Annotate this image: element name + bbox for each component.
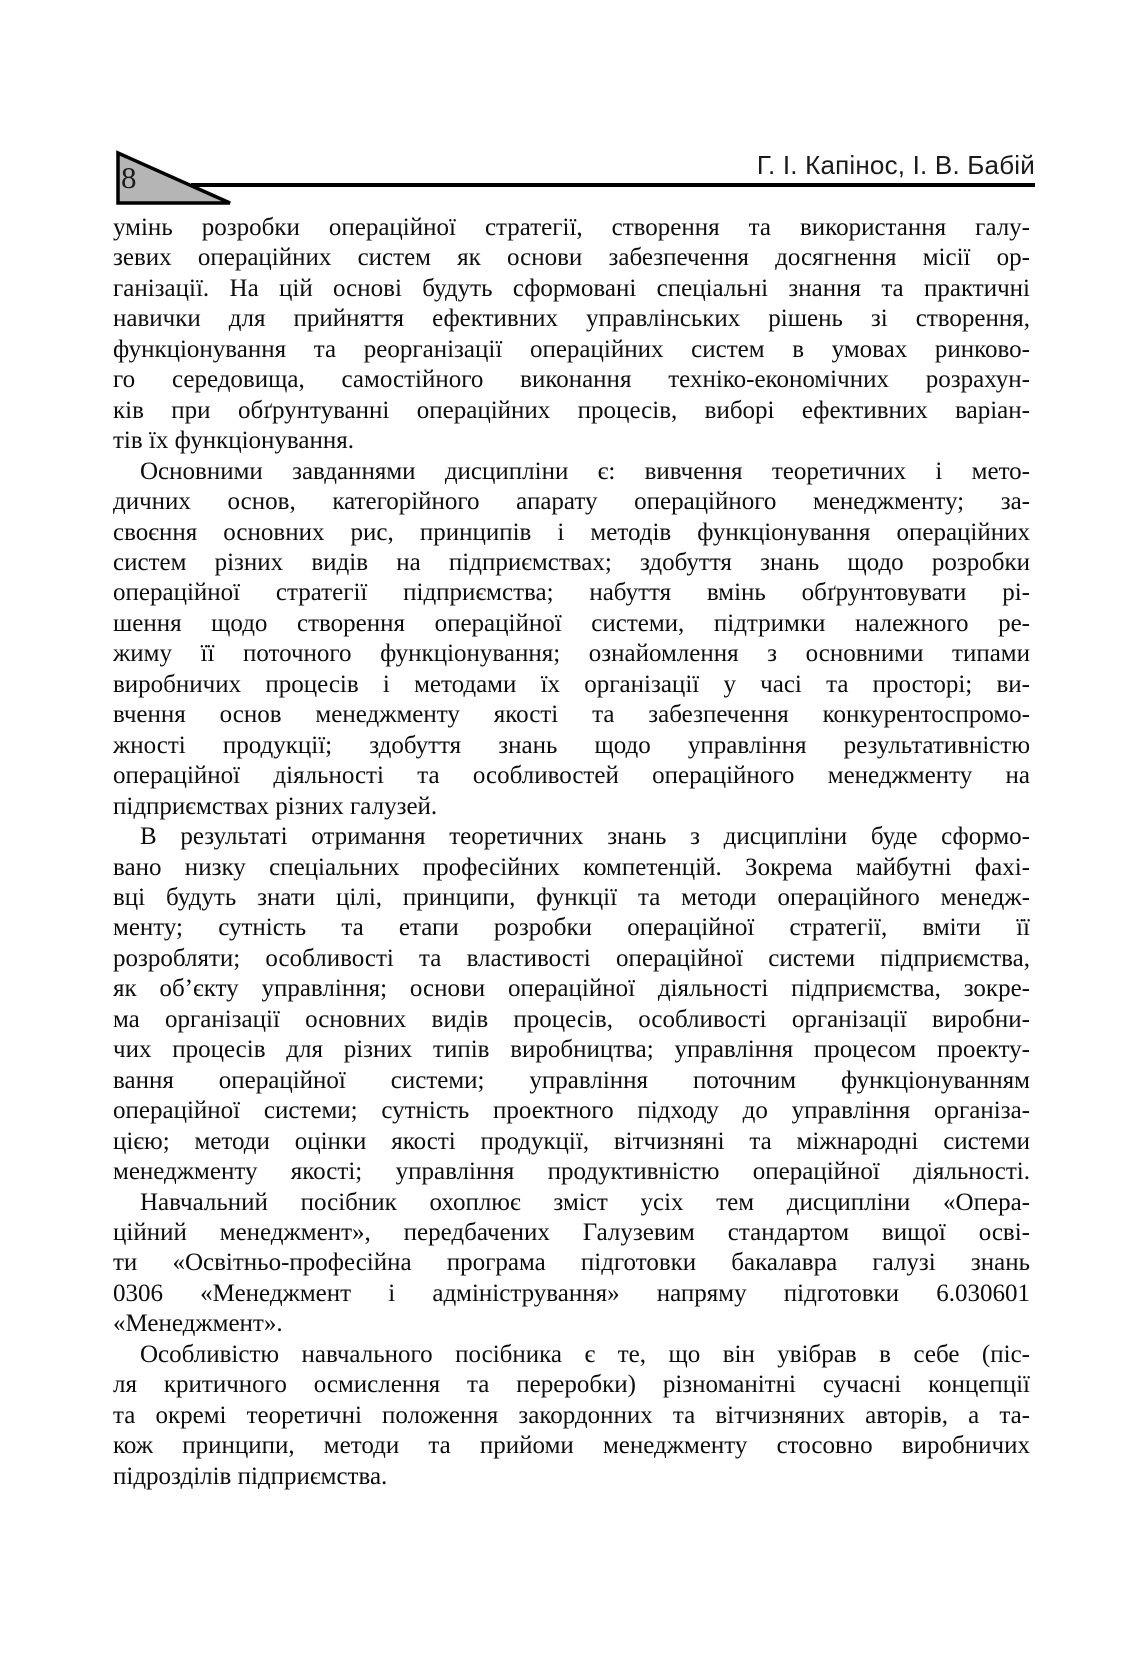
paragraph	[113, 1340, 1030, 1492]
text-line: Особливістю навчального посібника є те, що він увібрав в себе (піс-	[140, 1340, 1030, 1368]
text-line: В результаті отримання теоретичних знань з дисципліни буде сформо-	[140, 823, 1030, 851]
text-line: дичних основ, категорійного апарату операційного менеджменту; за-	[113, 488, 1030, 516]
text-line: кож принципи, методи та прийоми менеджменту стосовно виробничих	[113, 1432, 1030, 1460]
text-line: ганізації. На цій основі будуть сформовані спеціальні знання та практичні	[113, 274, 1030, 302]
text-line: менеджменту якості; управління продуктивністю операційної діяльності.	[113, 1158, 1030, 1186]
text-line: чих процесів для різних типів виробництва; управління процесом проекту-	[113, 1036, 1030, 1064]
page-number: 8	[121, 160, 137, 195]
text-line: навички для прийняття ефективних управлінських рішень зі створення,	[113, 305, 1030, 333]
text-line: цією; методи оцінки якості продукції, вітчизняні та міжнародні системи	[113, 1127, 1030, 1155]
text-line: операційної діяльності та особливостей операційного менеджменту на	[113, 762, 1030, 790]
text-line: розробляти; особливості та властивості операційної системи підприємства,	[113, 944, 1030, 972]
text-line: 0306 «Менеджмент і адміністрування» напряму підготовки 6.030601	[113, 1279, 1030, 1307]
paragraph	[113, 457, 1030, 822]
text-line: ля критичного осмислення та переробки) різноманітні сучасні концепції	[113, 1371, 1030, 1399]
paragraph	[113, 213, 1030, 457]
text-line: ційний менеджмент», передбачених Галузевим стандартом вищої осві-	[113, 1218, 1030, 1246]
text-line: тів їх функціонування.	[113, 427, 355, 455]
text-line: ків при обґрунтуванні операційних процесів, виборі ефективних варіан-	[113, 396, 1030, 424]
text-line: жності продукції; здобуття знань щодо управління результативністю	[113, 731, 1030, 759]
text-line: Навчальний посібник охоплює зміст усіх тем дисципліни «Опера-	[140, 1188, 1030, 1216]
text-line: систем різних видів на підприємствах; здобуття знань щодо розробки	[113, 548, 1030, 576]
text-line: вання операційної системи; управління поточним функціонуванням	[113, 1066, 1030, 1094]
text-line: вці будуть знати цілі, принципи, функції та методи операційного менедж-	[113, 883, 1030, 911]
text-line: «Менеджмент».	[113, 1310, 283, 1338]
text-line: ти «Освітньо-професійна програма підготовки бакалавра галузі знань	[113, 1249, 1030, 1277]
text-line: функціонування та реорганізації операційних систем в умовах ринково-	[113, 335, 1030, 363]
text-line: шення щодо створення операційної системи, підтримки належного ре-	[113, 609, 1030, 637]
text-line: го середовища, самостійного виконання техніко-економічних розрахун-	[113, 366, 1030, 394]
text-line: зевих операційних систем як основи забезпечення досягнення місії ор-	[113, 244, 1030, 272]
text-line: операційної системи; сутність проектного підходу до управління організа-	[113, 1097, 1030, 1125]
text-line: умінь розробки операційної стратегії, створення та використання галу-	[113, 214, 1030, 241]
text-line: операційної стратегії підприємства; набуття вмінь обґрунтовувати рі-	[113, 579, 1030, 607]
text-line: підрозділів підприємства.	[113, 1462, 388, 1490]
paragraph	[113, 1188, 1030, 1340]
text-line: підприємствах різних галузей.	[113, 792, 438, 820]
header-rule	[191, 183, 1035, 187]
paragraph	[113, 822, 1030, 1187]
text-line: виробничих процесів і методами їх організації у часі та просторі; ви-	[113, 670, 1030, 698]
text-line: менту; сутність та етапи розробки операційної стратегії, вміти її	[113, 914, 1030, 942]
text-line: вано низку спеціальних професійних компетенцій. Зокрема майбутні фахі-	[113, 853, 1030, 881]
text-line: та окремі теоретичні положення закордонних та вітчизняних авторів, а та-	[113, 1401, 1030, 1429]
text-line: своєння основних рис, принципів і методів функціонування операційних	[113, 518, 1030, 546]
text-line: Основними завданнями дисципліни є: вивчення теоретичних і мето-	[140, 457, 1030, 485]
text-line: жиму її поточного функціонування; ознайомлення з основними типами	[113, 640, 1030, 668]
text-line: ма організації основних видів процесів, особливості організації виробни-	[113, 1005, 1030, 1033]
body-text	[113, 213, 1030, 1492]
text-line: як об’єкту управління; основи операційної діяльності підприємства, зокре-	[113, 975, 1030, 1003]
header-authors: Г. І. Капінос, І. В. Бабій	[756, 150, 1035, 180]
text-line: вчення основ менеджменту якості та забезпечення конкурентоспромо-	[113, 701, 1030, 729]
